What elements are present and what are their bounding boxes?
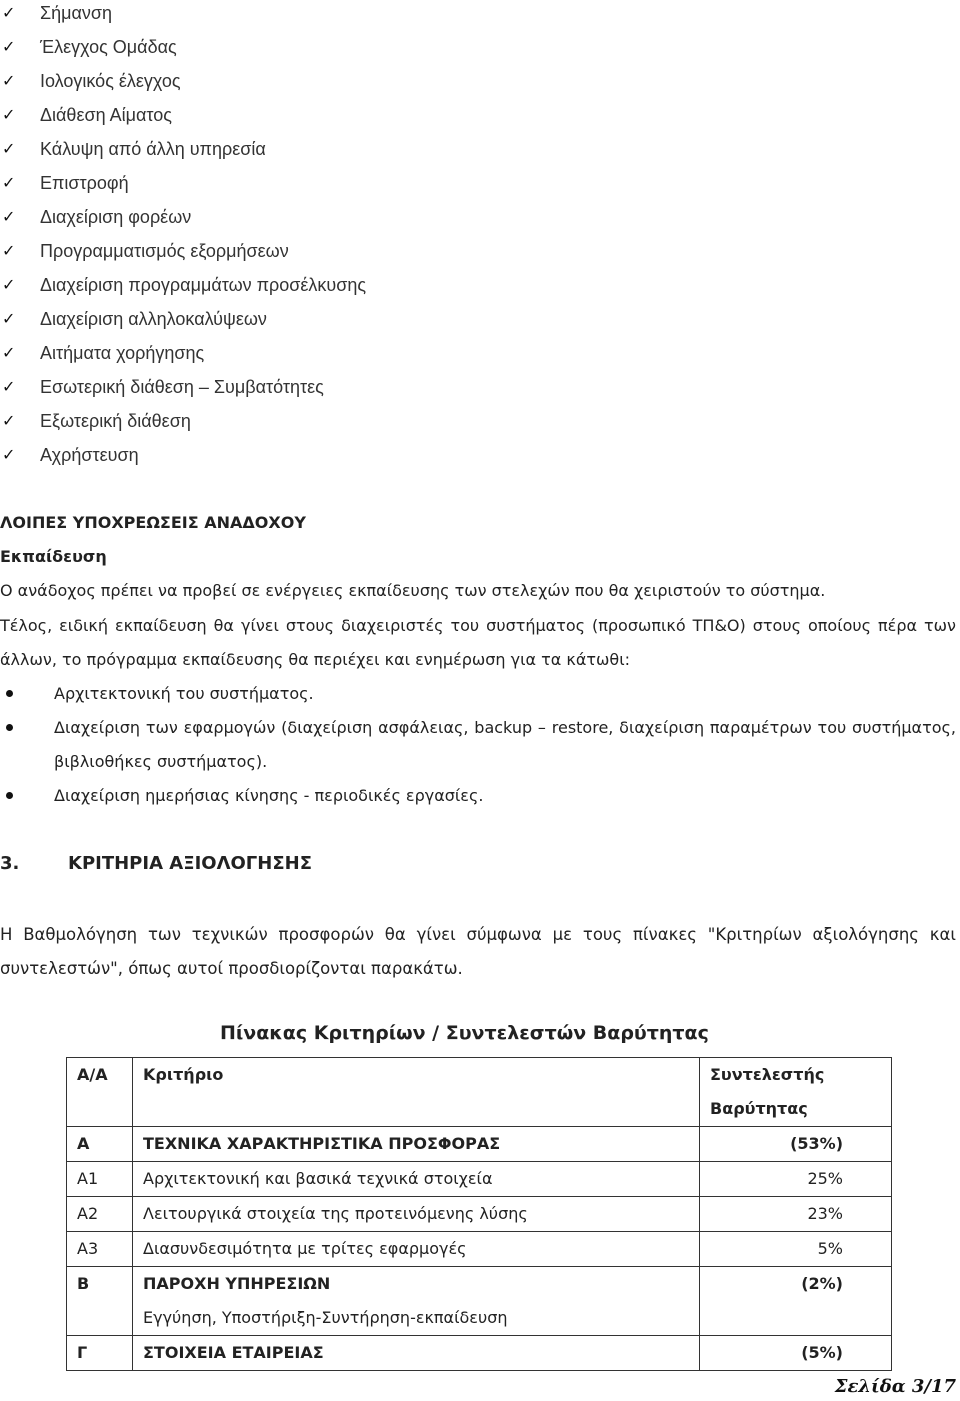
- table-row: [67, 1127, 892, 1162]
- row-id: Α3: [67, 1232, 133, 1267]
- bullet-dot-icon: [6, 724, 13, 731]
- checkmark-icon: ✓: [2, 3, 16, 22]
- checkmark-icon: ✓: [2, 445, 16, 464]
- row-criterion: ΤΕΧΝΙΚΑ ΧΑΡΑΚΤΗΡΙΣΤΙΚΑ ΠΡΟΣΦΟΡΑΣ: [133, 1127, 700, 1162]
- row-id: Α1: [67, 1162, 133, 1197]
- section-intro: Η Βαθμολόγηση των τεχνικών προσφορών θα γίνει σύμφωνα με τους πίνακες "Κριτηρίων αξιολόγησης και συντελεστών", όπως αυτοί προσδιορίζονται παρακάτω.: [0, 925, 956, 978]
- table-header-row: [67, 1058, 892, 1127]
- header-cell-weight: Συντελεστής Βαρύτητας: [700, 1058, 892, 1127]
- bullet-item: Διαχείριση ημερήσιας κίνησης - περιοδικές εργασίες.: [0, 779, 956, 813]
- row-weight: (2%): [700, 1267, 892, 1336]
- row-criterion: Λειτουργικά στοιχεία της προτεινόμενης λύσης: [133, 1197, 700, 1232]
- row-criterion: Διασυνδεσιμότητα με τρίτες εφαρμογές: [133, 1232, 700, 1267]
- row-subtext: Εγγύηση, Υποστήριξη-Συντήρηση-εκπαίδευση: [143, 1308, 508, 1327]
- training-line: Ο ανάδοχος πρέπει να προβεί σε ενέργειες εκπαίδευσης των στελεχών που θα χειριστούν το σύστημα.: [0, 581, 826, 600]
- row-id: Β: [67, 1267, 133, 1336]
- bullet-item: Αρχιτεκτονική του συστήματος.: [0, 677, 956, 711]
- row-weight: (53%): [700, 1127, 892, 1162]
- row-weight: 25%: [700, 1162, 892, 1197]
- checkmark-icon: ✓: [2, 71, 16, 90]
- section-number: 3.: [0, 853, 20, 874]
- table-row: [67, 1336, 892, 1371]
- checkmark-icon: ✓: [2, 343, 16, 362]
- checkmark-icon: ✓: [2, 105, 16, 124]
- obligations-heading: ΛΟΙΠΕΣ ΥΠΟΧΡΕΩΣΕΙΣ ΑΝΑΔΟΧΟΥ: [0, 513, 306, 532]
- bullet-dot-icon: [6, 792, 13, 799]
- table-row: [67, 1162, 892, 1197]
- training-topics-list: [0, 677, 956, 813]
- table-row: [67, 1197, 892, 1232]
- row-id: Γ: [67, 1336, 133, 1371]
- page-number: Σελίδα 3/17: [834, 1376, 956, 1397]
- checkmark-icon: ✓: [2, 377, 16, 396]
- row-weight: (5%): [700, 1336, 892, 1371]
- checkmark-icon: ✓: [2, 37, 16, 56]
- row-criterion: Αρχιτεκτονική και βασικά τεχνικά στοιχεία: [133, 1162, 700, 1197]
- row-criterion: ΠΑΡΟΧΗ ΥΠΗΡΕΣΙΩΝ Εγγύηση, Υποστήριξη-Συντήρηση-εκπαίδευση: [133, 1267, 700, 1336]
- table-row: [67, 1232, 892, 1267]
- checkmark-icon: ✓: [2, 207, 16, 226]
- training-subheading: Εκπαίδευση: [0, 547, 107, 566]
- section-title: ΚΡΙΤΗΡΙΑ ΑΞΙΟΛΟΓΗΣΗΣ: [68, 853, 312, 874]
- checkmark-icon: ✓: [2, 309, 16, 328]
- header-cell-criterion: Κριτήριο: [133, 1058, 700, 1127]
- checkmark-icon: ✓: [2, 275, 16, 294]
- bullet-item: Διαχείριση των εφαρμογών (διαχείριση ασφάλειας, backup – restore, διαχείριση παραμέτρων του συστήματος, βιβλιοθήκες συστήματος).: [0, 711, 956, 779]
- checkmark-icon: ✓: [2, 173, 16, 192]
- row-id: Α2: [67, 1197, 133, 1232]
- criteria-table: [66, 1057, 892, 1371]
- checkmark-icon: ✓: [2, 139, 16, 158]
- row-criterion: ΣΤΟΙΧΕΙΑ ΕΤΑΙΡΕΙΑΣ: [133, 1336, 700, 1371]
- row-weight: 5%: [700, 1232, 892, 1267]
- training-paragraph: Τέλος, ειδική εκπαίδευση θα γίνει στους διαχειριστές του συστήματος (προσωπικό ΤΠ&Ο) στους οποίους πέρα των άλλων, το πρόγραμμα εκπαίδευσης θα περιέχει και ενημέρωση για τα κάτωθι:: [0, 616, 956, 669]
- row-id: Α: [67, 1127, 133, 1162]
- header-cell-aa: Α/Α: [67, 1058, 133, 1127]
- checkmark-icon: ✓: [2, 411, 16, 430]
- table-row: [67, 1267, 892, 1336]
- checkmark-icon: ✓: [2, 241, 16, 260]
- row-weight: 23%: [700, 1197, 892, 1232]
- bullet-dot-icon: [6, 690, 13, 697]
- table-title: Πίνακας Κριτηρίων / Συντελεστών Βαρύτητας: [220, 1022, 709, 1044]
